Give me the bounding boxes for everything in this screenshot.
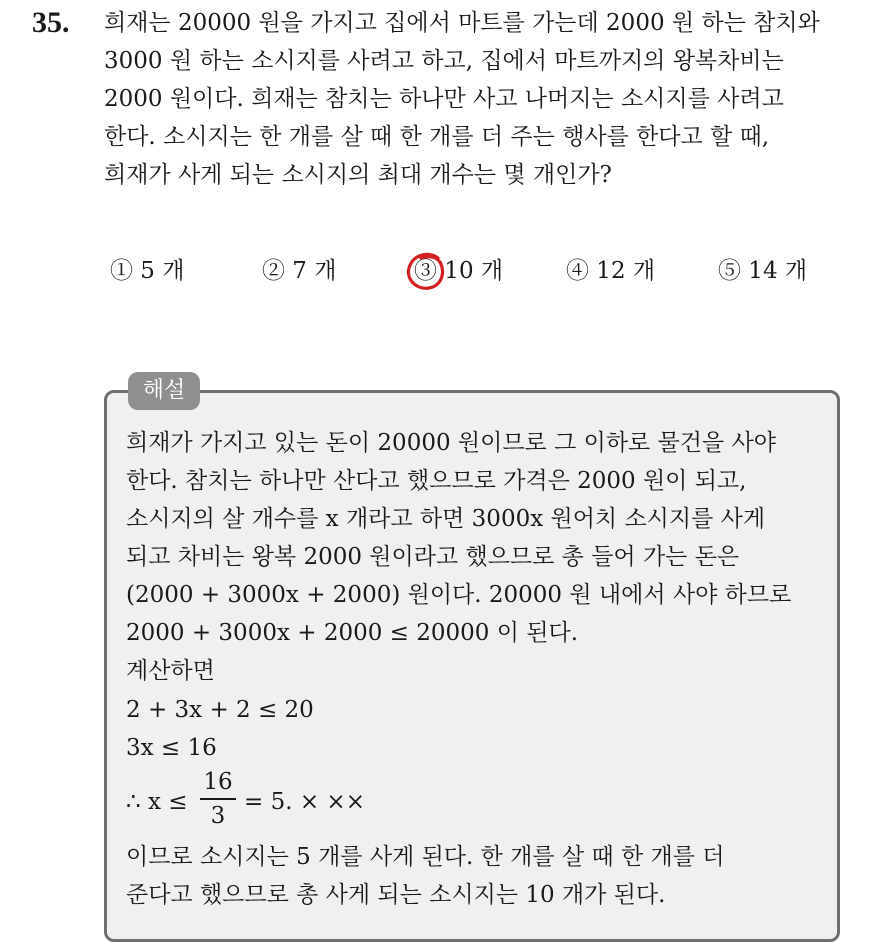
question-line-3: 2000 원이다. 희재는 참치는 하나만 사고 나머지는 소시지를 사려고 <box>104 86 784 112</box>
solution-line-2: 한다. 참치는 하나만 산다고 했으므로 가격은 2000 원이 되고, <box>126 468 747 494</box>
fraction <box>200 768 236 830</box>
choice-2[interactable]: ② 7 개 <box>262 258 337 284</box>
solution-line-8: 2 + 3x + 2 ≤ 20 <box>126 697 314 723</box>
fraction-denominator: 3 <box>210 803 226 829</box>
solution-line-6: 2000 + 3000x + 2000 ≤ 20000 이 된다. <box>126 620 579 646</box>
question-line-1: 희재는 20000 원을 가지고 집에서 마트를 가는데 2000 원 하는 참치와 <box>104 10 820 36</box>
solution-line-9: 3x ≤ 16 <box>126 735 217 761</box>
final-inequality-prefix: ∴ x ≤ <box>126 789 188 815</box>
fraction-bar <box>200 798 236 800</box>
conclusion-line-2: 준다고 했으므로 총 사게 되는 소시지는 10 개가 된다. <box>126 882 666 908</box>
answer-circle-mark <box>405 250 447 292</box>
solution-line-1: 희재가 가지고 있는 돈이 20000 원이므로 그 이하로 물건을 사야 <box>126 430 776 456</box>
solution-tab: 해설 <box>128 372 200 410</box>
choice-1[interactable]: ① 5 개 <box>110 258 185 284</box>
solution-line-4: 되고 차비는 왕복 2000 원이라고 했으므로 총 들어 가는 돈은 <box>126 544 740 570</box>
choice-5[interactable]: ⑤ 14 개 <box>718 258 808 284</box>
choice-4[interactable]: ④ 12 개 <box>566 258 656 284</box>
question-line-4: 한다. 소시지는 한 개를 살 때 한 개를 더 주는 행사를 한다고 할 때, <box>104 124 770 150</box>
question-line-2: 3000 원 하는 소시지를 사려고 하고, 집에서 마트까지의 왕복차비는 <box>104 48 784 74</box>
solution-line-3: 소시지의 살 개수를 x 개라고 하면 3000x 원어치 소시지를 사게 <box>126 506 766 532</box>
conclusion-line-1: 이므로 소시지는 5 개를 사게 된다. 한 개를 살 때 한 개를 더 <box>126 844 725 870</box>
choice-3[interactable]: ③ 10 개 <box>414 258 504 284</box>
solution-line-7: 계산하면 <box>126 658 215 684</box>
final-inequality-suffix: = 5. × ×× <box>244 789 365 815</box>
solution-line-5: (2000 + 3000x + 2000) 원이다. 20000 원 내에서 사야 하므로 <box>126 582 792 608</box>
question-line-5: 희재가 사게 되는 소시지의 최대 개수는 몇 개인가? <box>104 162 612 188</box>
question-number: 35. <box>32 6 70 39</box>
fraction-numerator: 16 <box>203 769 233 795</box>
